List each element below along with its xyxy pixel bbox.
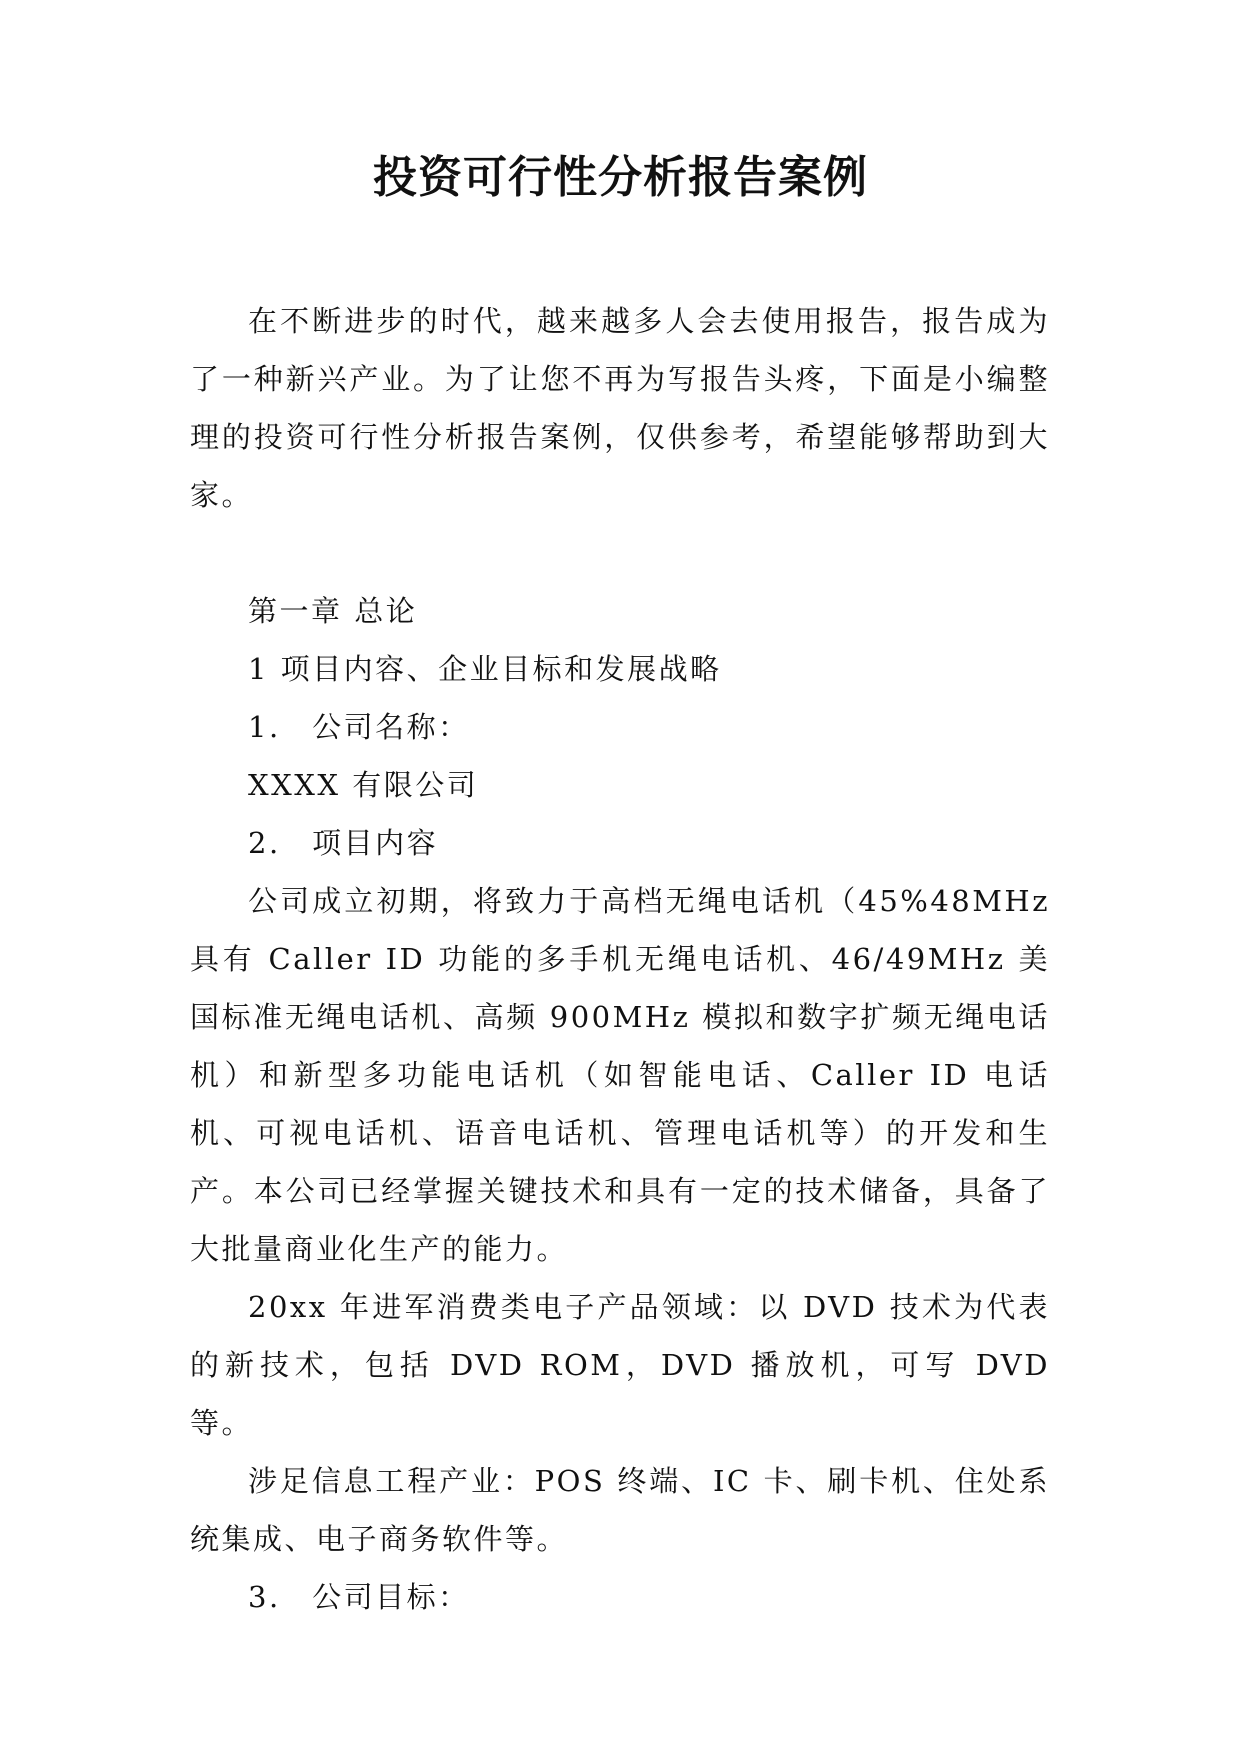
document-title: 投资可行性分析报告案例 [373,152,868,203]
list-item-company-goal: 3. 公司目标： [248,1580,470,1614]
info-engineering-paragraph: 涉足信息工程产业：POS 终端、IC 卡、刷卡机、住处系统集成、电子商务软件等。 [190,1464,1050,1556]
company-name-value: XXXX 有限公司 [248,768,479,802]
list-item-project-content: 2. 项目内容 [248,826,439,860]
list-item-company-name-label: 1. 公司名称： [248,710,470,744]
consumer-electronics-paragraph: 20xx 年进军消费类电子产品领域：以 DVD 技术为代表的新技术，包括 DVD ROM，DVD 播放机，可写 DVD 等。 [190,1290,1050,1440]
chapter-heading: 第一章 总论 [248,594,418,628]
section-heading: 1 项目内容、企业目标和发展战略 [248,652,722,686]
intro-paragraph: 在不断进步的时代，越来越多人会去使用报告，报告成为了一种新兴产业。为了让您不再为写报告头疼，下面是小编整理的投资可行性分析报告案例，仅供参考，希望能够帮助到大家。 [190,304,1050,512]
project-paragraph: 公司成立初期，将致力于高档无绳电话机（45%48MHz 具有 Caller ID 功能的多手机无绳电话机、46/49MHz 美国标准无绳电话机、高频 900MHz 模拟和数字扩频无绳电话机）和新型多功能电话机（如智能电话、Caller ID 电话机、可视电话机、语音电话机、管理电话机等）的开发和生产。本公司已经掌握关键技术和具有一定的技术储备，具备了大批量商业化生产的能力。 [190,884,1050,1266]
document-body [190,292,1050,1626]
paragraph-spacer [190,524,1050,582]
